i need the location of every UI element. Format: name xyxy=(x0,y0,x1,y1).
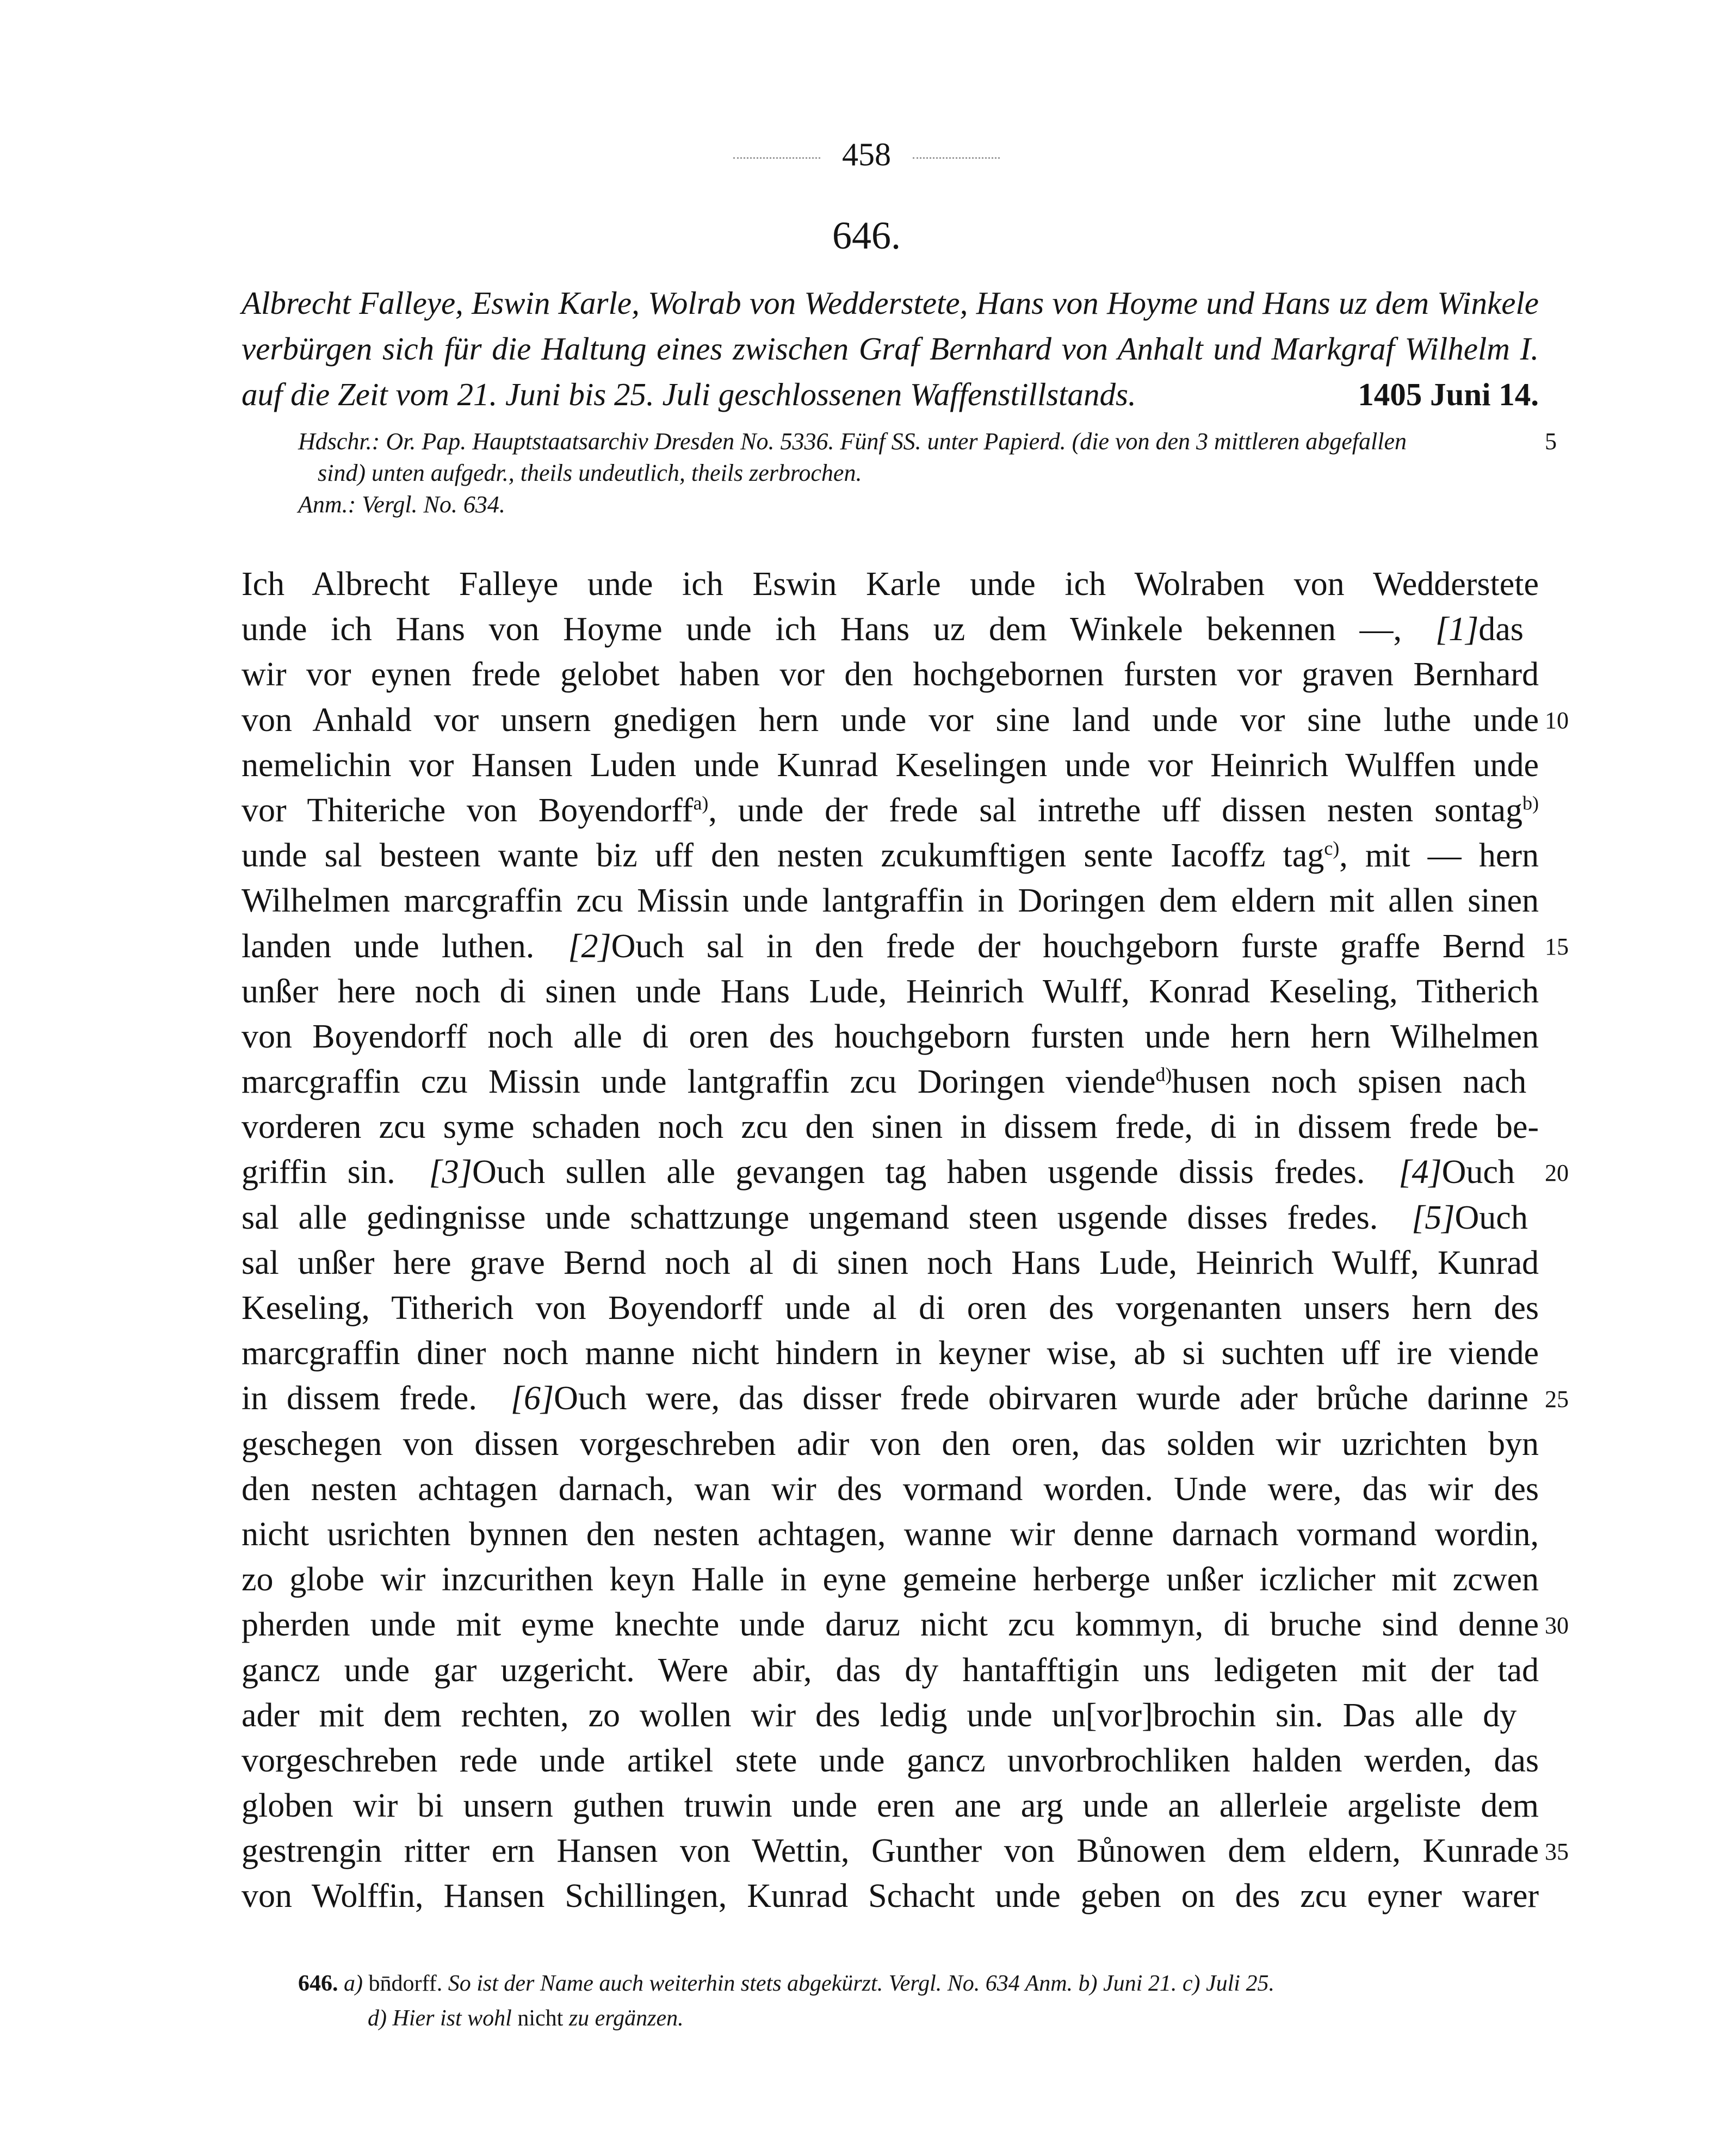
text-line xyxy=(242,969,1539,1014)
margin-line-number: 30 xyxy=(1545,1612,1569,1639)
text-line-content xyxy=(242,788,1539,833)
page-number: 458 xyxy=(842,137,891,172)
text-line-content xyxy=(242,833,1539,878)
source-line: sind) unten aufgedr., theils undeutlich, theils zerbrochen. xyxy=(318,460,862,486)
text-segment: geschegen von dissen vorgeschreben adir von den oren, das solden wir uzrichten byn xyxy=(242,1425,1539,1463)
text-segment: pherden unde mit eyme knechte unde daruz nicht zcu kommyn, di bruche sind denne xyxy=(242,1606,1539,1644)
text-line-content xyxy=(242,562,1539,607)
footnote-d-rest: zu ergänzen. xyxy=(563,2006,684,2031)
source-note xyxy=(298,426,1533,521)
footnote-d-word: nicht xyxy=(517,2006,564,2031)
text-segment: Ich Albrecht Falleye unde ich Eswin Karle unde ich Wolraben von Wedderstete xyxy=(242,566,1539,603)
text-line-content xyxy=(242,1874,1539,1919)
text-segment: den nesten achtagen darnach, wan wir des vormand worden. Unde were, das wir des xyxy=(242,1470,1539,1508)
text-line xyxy=(242,743,1539,788)
text-line-content xyxy=(242,1467,1539,1512)
text-line xyxy=(242,1376,1539,1421)
text-line xyxy=(242,1014,1539,1060)
text-line xyxy=(242,1602,1539,1647)
text-segment: unde sal besteen wante biz uff den nesten zcukumftigen sente Iacoffz tag xyxy=(242,837,1324,875)
text-segment: das xyxy=(1478,611,1524,648)
footnotes xyxy=(298,1966,1549,2036)
document-number: 646. xyxy=(832,214,901,257)
section-marker: [6] xyxy=(476,1380,554,1417)
margin-line-number: 35 xyxy=(1545,1838,1569,1865)
regest-text: Albrecht Falleye, Eswin Karle, Wolrab von Wedderstete, Hans von Hoyme und Hans uz dem Winkele verbürgen sich für die Haltung eines zwischen Graf Bernhard von Anhalt und Markgraf Wilhelm I. auf die Zeit vom 21. Juni bis 25. Juli geschlossenen Waffenstillstands. xyxy=(242,285,1539,412)
regest-date: 1405 Juni 14. xyxy=(1358,376,1539,412)
text-line xyxy=(242,924,1539,969)
footnote-doc-number: 646. xyxy=(298,1971,338,1996)
text-line-content xyxy=(242,1693,1517,1738)
text-segment: wir vor eynen frede gelobet haben vor den hochgebornen fursten vor graven Bernhard xyxy=(242,656,1539,693)
footnote-line xyxy=(298,2001,1549,2036)
text-line xyxy=(242,1241,1539,1286)
text-line xyxy=(242,878,1539,924)
text-line xyxy=(242,698,1539,743)
text-line-content xyxy=(242,1150,1515,1195)
footnote-ref: b) xyxy=(1522,792,1539,814)
text-line xyxy=(242,1060,1539,1105)
text-line-content xyxy=(242,1241,1539,1286)
text-line-content xyxy=(242,743,1539,788)
text-line xyxy=(242,1874,1539,1919)
text-line xyxy=(242,1105,1539,1150)
text-segment: von Wolffin, Hansen Schillingen, Kunrad Schacht unde geben on des zcu eyner warer xyxy=(242,1878,1539,1915)
text-line xyxy=(242,1467,1539,1512)
text-line-content xyxy=(242,1060,1526,1105)
text-segment: Wilhelmen marcgraffin zcu Missin unde lantgraffin in Doringen dem eldern mit allen sinen xyxy=(242,882,1539,920)
text-segment: nicht usrichten bynnen den nesten achtagen, wanne wir denne darnach vormand wordin, xyxy=(242,1515,1539,1553)
text-segment: Ouch sal in den frede der houchgeborn furste graffe Bernd xyxy=(611,927,1525,965)
margin-line-number: 15 xyxy=(1545,933,1569,960)
footnote-d-label: d) Hier ist wohl xyxy=(368,2006,518,2031)
margin-line-number: 20 xyxy=(1545,1159,1569,1186)
text-line xyxy=(242,1512,1539,1557)
text-line-content xyxy=(242,1286,1539,1331)
text-line-content xyxy=(242,1512,1539,1557)
text-line xyxy=(242,1829,1539,1874)
document-body xyxy=(242,562,1539,1919)
text-segment: gestrengin ritter ern Hansen von Wettin, Gunther von Bůnowen dem eldern, Kunrade xyxy=(242,1832,1539,1870)
footnote-ref: a) xyxy=(693,792,709,814)
header-rule-left xyxy=(733,157,820,159)
text-segment: vorderen zcu syme schaden noch zcu den sinen in dissem frede, di in dissem frede be- xyxy=(242,1108,1539,1146)
text-line xyxy=(242,1648,1539,1693)
text-segment: nemelichin vor Hansen Luden unde Kunrad Keselingen unde vor Heinrich Wulffen unde xyxy=(242,746,1539,784)
text-segment: marcgraffin diner noch manne nicht hindern in keyner wise, ab si suchten uff ire viende xyxy=(242,1335,1539,1372)
text-segment: , mit — hern xyxy=(1339,837,1539,875)
text-segment: unßer here noch di sinen unde Hans Lude, Heinrich Wulff, Konrad Keseling, Titherich xyxy=(242,972,1539,1010)
text-line xyxy=(242,1693,1539,1738)
margin-line-number: 10 xyxy=(1545,707,1569,734)
text-segment: ader mit dem rechten, zo wollen wir des ledig unde un[vor]brochin sin. Das alle dy xyxy=(242,1696,1517,1734)
text-segment: in dissem frede. xyxy=(242,1380,477,1417)
text-segment: husen noch spisen nach xyxy=(1172,1063,1527,1101)
text-segment: gancz unde gar uzgericht. Were abir, das dy hantafftigin uns ledigeten mit der tad xyxy=(242,1651,1539,1689)
footnote-a-rest: So ist der Name auch weiterhin stets abgekürzt. Vergl. No. 634 Anm. b) Juni 21. c) Juli 25. xyxy=(442,1971,1274,1996)
text-segment: , unde der frede sal intrethe uff dissen nesten sontag xyxy=(708,791,1522,829)
text-line xyxy=(242,1422,1539,1467)
text-line-content xyxy=(242,878,1539,924)
text-line xyxy=(242,1195,1539,1241)
text-line-content xyxy=(242,1648,1539,1693)
text-segment: von Anhald vor unsern gnedigen hern unde vor sine land unde vor sine luthe unde xyxy=(242,701,1539,739)
text-line-content xyxy=(242,1195,1528,1241)
text-segment: von Boyendorff noch alle di oren des houchgeborn fursten unde hern hern Wilhelmen xyxy=(242,1018,1539,1055)
text-line xyxy=(242,1286,1539,1331)
text-segment: vorgeschreben rede unde artikel stete unde gancz unvorbrochliken halden werden, das xyxy=(242,1742,1539,1779)
text-line-content xyxy=(242,924,1525,969)
text-line-content xyxy=(242,1422,1539,1467)
text-line-content xyxy=(242,607,1524,652)
text-line-content xyxy=(242,1331,1539,1376)
text-segment: unde ich Hans von Hoyme unde ich Hans uz dem Winkele bekennen —, xyxy=(242,611,1402,648)
text-line xyxy=(242,1331,1539,1376)
footnote-a-label: a) xyxy=(344,1971,369,1996)
text-line-content xyxy=(242,1738,1539,1783)
text-segment: griffin sin. xyxy=(242,1154,395,1191)
text-segment: landen unde luthen. xyxy=(242,927,535,965)
text-line-content xyxy=(242,698,1539,743)
source-line: Anm.: Vergl. No. 634. xyxy=(298,491,505,518)
text-line-content xyxy=(242,1829,1539,1874)
text-line xyxy=(242,833,1539,878)
text-line-content xyxy=(242,1783,1539,1829)
text-line xyxy=(242,1783,1539,1829)
text-segment: marcgraffin czu Missin unde lantgraffin zcu Doringen viende xyxy=(242,1063,1156,1101)
text-segment: vor Thiteriche von Boyendorff xyxy=(242,791,694,829)
footnote-a-word: bn̄dorff. xyxy=(368,1971,443,1996)
text-segment: Keseling, Titherich von Boyendorff unde al di oren des vorgenanten unsers hern des xyxy=(242,1290,1539,1327)
text-line-content xyxy=(242,652,1539,697)
text-segment: zo globe wir inzcurithen keyn Halle in eyne gemeine herberge unßer iczlicher mit zcwen xyxy=(242,1561,1539,1599)
text-segment: Ouch sullen alle gevangen tag haben usgende dissis fredes. xyxy=(472,1154,1365,1191)
regest-summary xyxy=(242,280,1539,417)
source-line: Hdschr.: Or. Pap. Hauptstaatsarchiv Dresden No. 5336. Fünf SS. unter Papierd. (die von den 3 mittleren abgefallen xyxy=(298,428,1407,455)
section-marker: [5] xyxy=(1378,1199,1455,1236)
page-header xyxy=(0,136,1733,174)
text-line-content xyxy=(242,1014,1539,1060)
text-line xyxy=(242,788,1539,833)
text-line-content xyxy=(242,1376,1528,1421)
footnote-ref: d) xyxy=(1155,1063,1172,1086)
text-line-content xyxy=(242,1602,1539,1647)
text-segment: sal alle gedingnisse unde schattzunge ungemand steen usgende disses fredes. xyxy=(242,1199,1378,1236)
section-marker: [4] xyxy=(1365,1154,1442,1191)
margin-line-number: 5 xyxy=(1545,428,1557,455)
margin-line-number: 25 xyxy=(1545,1385,1569,1412)
section-marker: [1] xyxy=(1401,611,1479,648)
text-line-content xyxy=(242,1557,1539,1602)
text-line xyxy=(242,1738,1539,1783)
text-segment: Ouch xyxy=(1441,1154,1515,1191)
text-line xyxy=(242,607,1539,652)
text-line xyxy=(242,562,1539,607)
header-rule-right xyxy=(913,157,1000,159)
text-segment: Ouch xyxy=(1455,1199,1528,1236)
footnote-line xyxy=(298,1966,1549,2001)
section-marker: [3] xyxy=(395,1154,472,1191)
text-segment: globen wir bi unsern guthen truwin unde eren ane arg unde an allerleie argeliste dem xyxy=(242,1787,1539,1825)
text-line-content xyxy=(242,1105,1539,1150)
text-segment: Ouch were, das disser frede obirvaren wurde ader brůche darinne xyxy=(554,1380,1528,1417)
section-marker: [2] xyxy=(534,927,611,965)
text-segment: sal unßer here grave Bernd noch al di sinen noch Hans Lude, Heinrich Wulff, Kunrad xyxy=(242,1244,1539,1281)
footnote-ref: c) xyxy=(1324,837,1340,859)
text-line xyxy=(242,1557,1539,1602)
text-line xyxy=(242,1150,1539,1195)
text-line xyxy=(242,652,1539,697)
text-line-content xyxy=(242,969,1539,1014)
